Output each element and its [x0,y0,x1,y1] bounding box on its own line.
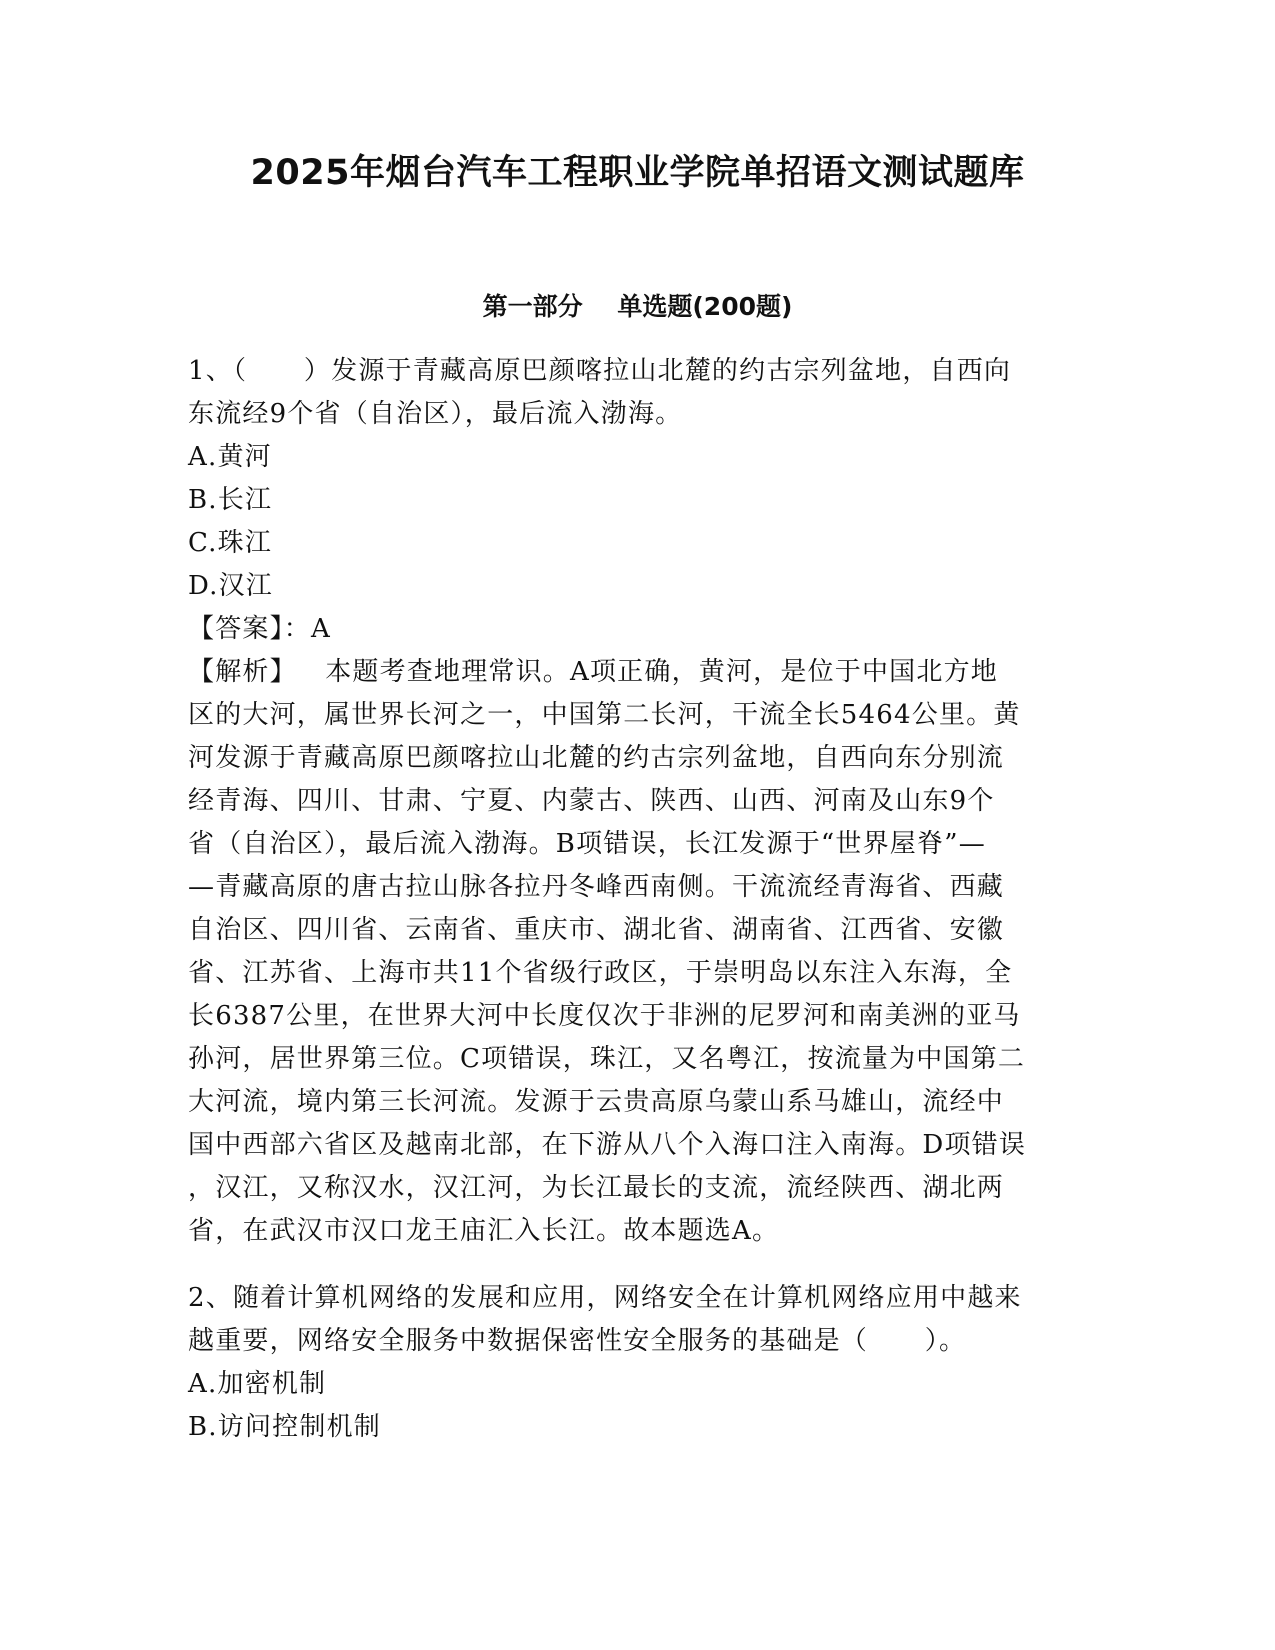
analysis-line: 大河流，境内第三长河流。发源于云贵高原乌蒙山系马雄山，流经中 [188,1087,1005,1117]
section-title: 第一部分 单选题(200题) [482,292,793,321]
question-stem-line: 东流经9个省（自治区），最后流入渤海。 [188,399,683,429]
option-b: B.访问控制机制 [188,1412,381,1442]
analysis-line: 孙河，居世界第三位。C项错误，珠江，又名粤江，按流量为中国第二 [188,1044,1026,1074]
question-2 [188,1277,1088,1449]
document-title: 2025年烟台汽车工程职业学院单招语文测试题库 [250,153,1025,193]
analysis-line: 长6387公里，在世界大河中长度仅次于非洲的尼罗河和南美洲的亚马 [188,1001,1021,1031]
analysis-line: —青藏高原的唐古拉山脉各拉丹冬峰西南侧。干流流经青海省、西藏 [188,872,1005,902]
option-a: A.加密机制 [188,1369,327,1399]
analysis-line: 省（自治区），最后流入渤海。B项错误，长江发源于“世界屋脊”— [188,829,986,859]
analysis-line: 省、江苏省、上海市共11个省级行政区，于崇明岛以东注入东海，全 [188,958,1013,988]
question-stem-line: 2、随着计算机网络的发展和应用，网络安全在计算机网络应用中越来 [188,1283,1022,1313]
analysis-line: 【解析】 本题考查地理常识。A项正确，黄河，是位于中国北方地 [188,657,998,687]
analysis-line: 河发源于青藏高原巴颜喀拉山北麓的约古宗列盆地，自西向东分别流 [188,743,1005,773]
option-b: B.长江 [188,485,273,515]
option-a: A.黄河 [188,442,272,472]
analysis-line: 省，在武汉市汉口龙王庙汇入长江。故本题选A。 [188,1216,780,1246]
question-stem-line: 1、（ ）发源于青藏高原巴颜喀拉山北麓的约古宗列盆地，自西向 [188,356,1012,386]
option-d: D.汉江 [188,571,273,601]
option-c: C.珠江 [188,528,273,558]
analysis-line: 区的大河，属世界长河之一，中国第二长河，干流全长5464公里。黄 [188,700,1021,730]
analysis-line: 自治区、四川省、云南省、重庆市、湖北省、湖南省、江西省、安徽 [188,915,1005,945]
question-stem-line: 越重要，网络安全服务中数据保密性安全服务的基础是（ ）。 [188,1326,967,1356]
answer-line: 【答案】：A [188,614,331,644]
analysis-line: 经青海、四川、甘肃、宁夏、内蒙古、陕西、山西、河南及山东9个 [188,786,995,816]
question-1 [188,350,1088,1253]
analysis-line: ，汉江，又称汉水，汉江河，为长江最长的支流，流经陕西、湖北两 [188,1173,1005,1203]
analysis-line: 国中西部六省区及越南北部，在下游从八个入海口注入南海。D项错误 [188,1130,1027,1160]
